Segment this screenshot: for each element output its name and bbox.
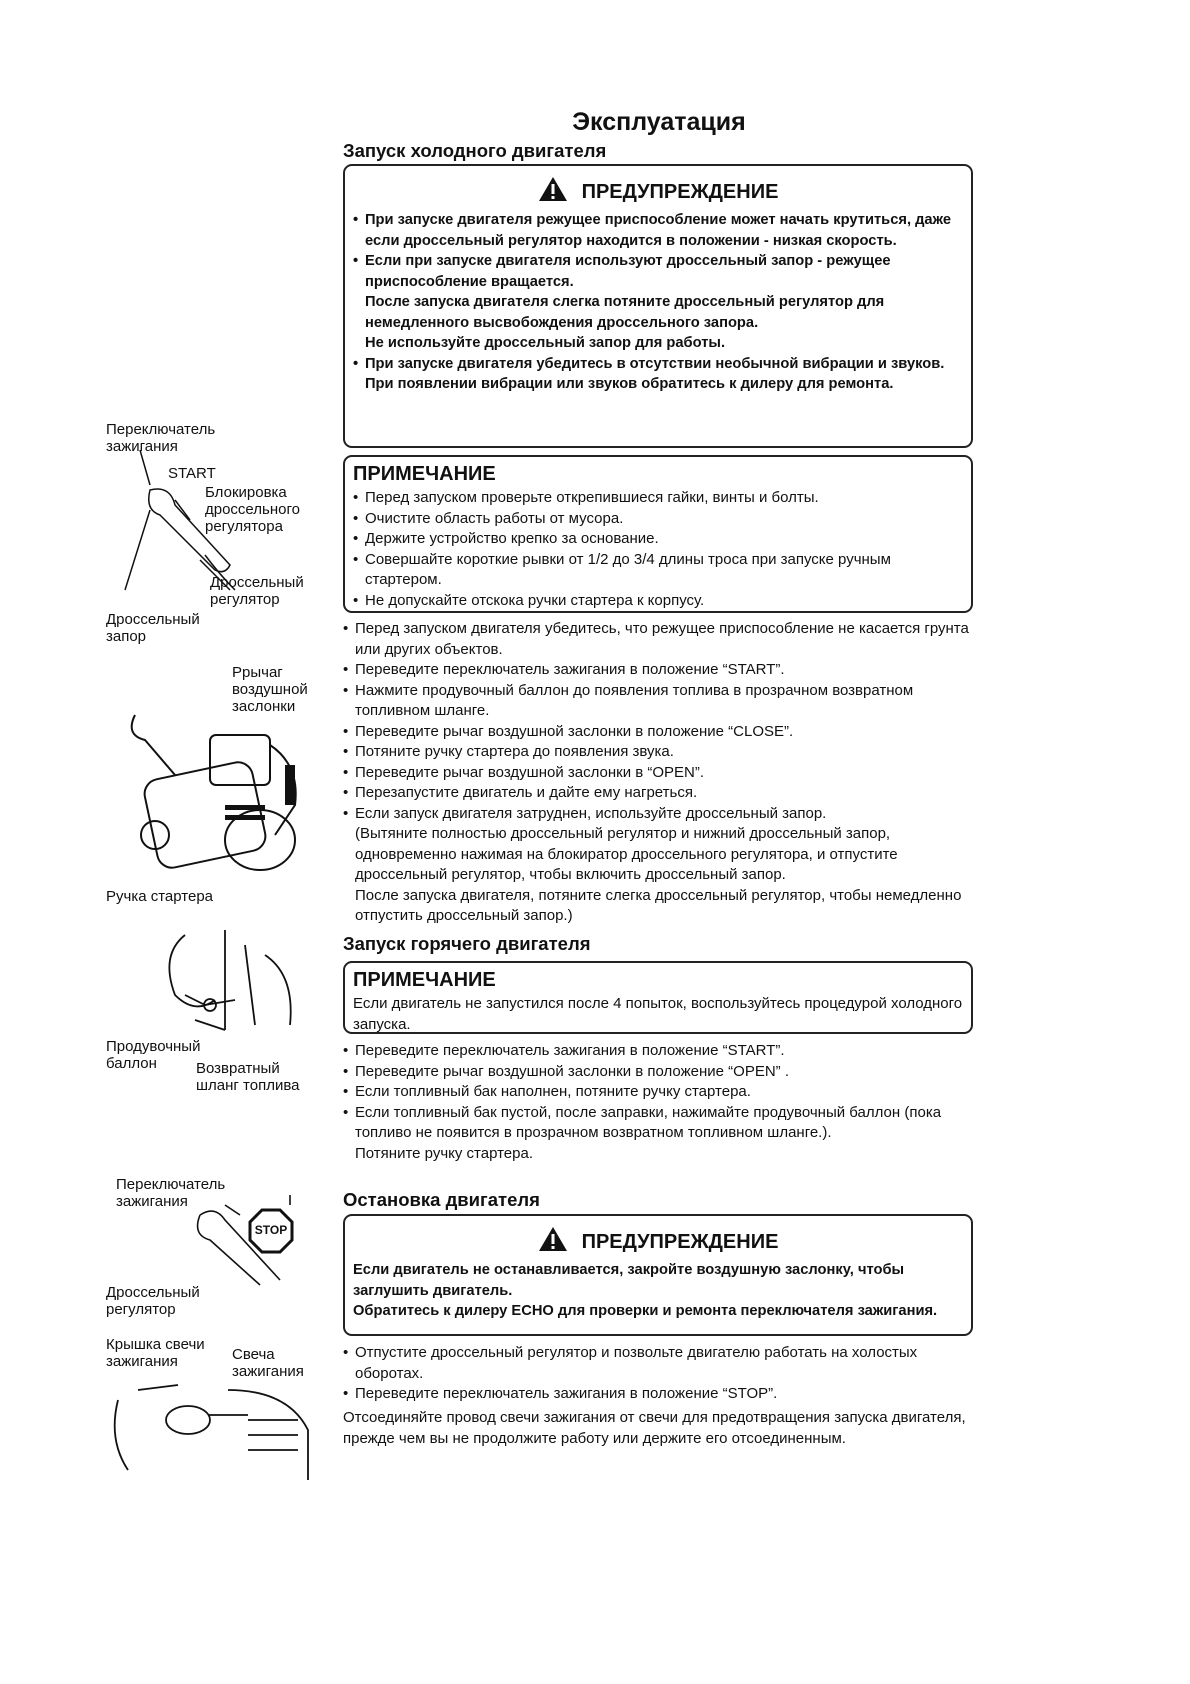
list-item: • Переведите рычаг воздушной заслонки в “OPEN”. [343,763,975,784]
list-item: • Очистите область работы от мусора. [353,509,963,530]
fig1-ignition-switch-label: Переключатель зажигания [106,421,216,455]
note-label: ПРИМЕЧАНИЕ [353,463,496,485]
stop-warning-line: Обратитесь к дилеру ECHO для проверки и ремонта переключателя зажигания. [353,1303,938,1319]
list-item: • Совершайте короткие рывки от 1/2 до 3/4 длины троса при запуске ручным стартером. [353,550,963,591]
fig1-start-label: START [168,465,216,482]
list-item: Не используйте дроссельный запор для работы. [365,335,726,351]
list-item: (Вытяните полностью дроссельный регулятор и нижний дроссельный запор, одновременно нажимая на блокиратор дроссельного регулятора, и отпустите дроссельный регулятор, чтобы включить дроссельный запор. [355,825,898,883]
hot-start-heading: Запуск горячего двигателя [343,933,591,954]
cold-start-heading: Запуск холодного двигателя [343,140,607,161]
stop-footer: Отсоединяйте провод свечи зажигания от свечи для предотвращения запуска двигателя, прежде чем вы не продолжите работу или держите его отсоединенным. [343,1409,966,1447]
list-item: • При запуске двигателя режущее приспособление может начать крутиться, даже если дроссельный регулятор находится в положении - низкая скорость. [353,210,963,251]
cold-start-note-box [343,455,973,613]
throttle-handle-illustration [120,450,240,600]
list-item: После запуска двигателя слегка потяните дроссельный регулятор для немедленного высвобождения дроссельного запора. [365,294,885,331]
list-item: • Если топливный бак наполнен, потяните ручку стартера. [343,1082,975,1103]
fig3-return-hose-label: Возвратный шланг топлива [196,1060,300,1094]
warning-label: ПРЕДУПРЕЖДЕНИЕ [581,1230,779,1253]
list-item: Потяните ручку стартера. [355,1144,534,1162]
list-item: • Нажмите продувочный баллон до появления топлива в прозрачном возвратном топливном шланге. [343,681,975,722]
primer-bulb-illustration [155,925,305,1035]
fig3-primer-bulb-label: Продувочный баллон [106,1038,201,1072]
list-item: • Если топливный бак пустой, после заправки, нажимайте продувочный баллон (пока топливо не появится в прозрачном возвратном топливном шланге.). [343,1103,975,1144]
fig1-throttle-latch-label: Дроссельный запор [106,611,200,645]
fig4-throttle-label: Дроссельный регулятор [106,1284,200,1318]
cold-start-warning-box [343,164,973,448]
hot-start-steps [343,1041,975,1164]
list-item: • Если запуск двигателя затруднен, используйте дроссельный запор. [343,804,975,825]
list-item: • Перезапустите двигатель и дайте ему нагреться. [343,783,975,804]
spark-plug-illustration [108,1380,318,1480]
fig1-throttle-label: Дроссельный регулятор [210,574,304,608]
fig5-spark-plug-label: Свеча зажигания [232,1346,304,1380]
list-item: После запуска двигателя, потяните слегка дроссельный регулятор, чтобы немедленно отпустить дроссельный запор.) [355,886,962,924]
stop-sign-text: STOP [254,1223,288,1237]
list-item: • Переведите переключатель зажигания в положение “START”. [343,1041,975,1062]
list-item: • Переведите переключатель зажигания в положение “START”. [343,660,975,681]
list-item: • Не допускайте отскока ручки стартера к корпусу. [353,591,963,612]
stop-steps [343,1343,975,1405]
fig5-plug-cap-label: Крышка свечи зажигания [106,1336,205,1370]
stop-heading: Остановка двигателя [343,1189,540,1210]
list-item: • Переведите рычаг воздушной заслонки в положение “OPEN” . [343,1062,975,1083]
stop-switch-illustration [180,1195,310,1295]
list-item: • Потяните ручку стартера до появления звука. [343,742,975,763]
list-item: • Перед запуском проверьте открепившиеся гайки, винты и болты. [353,488,963,509]
cold-start-steps [343,619,975,927]
note-list [353,488,963,611]
stop-warning-box [343,1214,973,1336]
warning-label: ПРЕДУПРЕЖДЕНИЕ [581,180,779,203]
list-item: • Переведите переключатель зажигания в положение “STOP”. [343,1384,975,1405]
warning-list [353,210,963,395]
warning-triangle-icon [538,176,568,208]
stop-warning-line: Если двигатель не останавливается, закройте воздушную заслонку, чтобы заглушить двигатель. [353,1262,905,1299]
list-item: • Переведите рычаг воздушной заслонки в положение “CLOSE”. [343,722,975,743]
list-item: • Держите устройство крепко за основание. [353,529,963,550]
hot-start-note-box [343,961,973,1034]
note-label: ПРИМЕЧАНИЕ [353,969,496,991]
note-text: Если двигатель не запустился после 4 попыток, воспользуйтесь процедурой холодного запуска. [353,995,963,1033]
page-title: Эксплуатация [572,108,746,136]
warning-triangle-icon [538,1226,568,1258]
list-item: • Отпустите дроссельный регулятор и позвольте двигателю работать на холостых оборотах. [343,1343,975,1384]
list-item: • Если при запуске двигателя используют дроссельный запор - режущее приспособление вращается. [353,251,963,292]
fig1-throttle-lock-label: Блокировка дроссельного регулятора [205,484,300,535]
list-item: • Перед запуском двигателя убедитесь, что режущее приспособление не касается грунта или других объектов. [343,619,975,660]
list-item: • При запуске двигателя убедитесь в отсутствии необычной вибрации и звуков. [353,354,963,375]
fig2-choke-lever-label: Ррычаг воздушной заслонки [232,664,308,715]
fig4-ignition-switch-label: Переключатель зажигания [116,1176,226,1210]
engine-illustration [120,695,310,880]
fig2-starter-handle-label: Ручка стартера [106,888,214,905]
list-item: При появлении вибрации или звуков обратитесь к дилеру для ремонта. [365,376,894,392]
